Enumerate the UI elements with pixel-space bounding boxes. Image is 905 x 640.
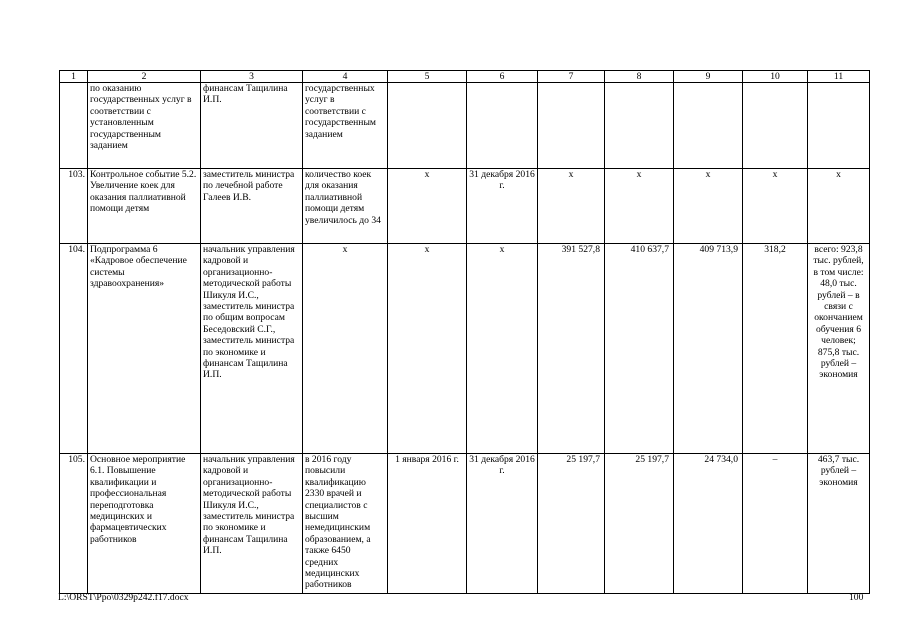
note [808, 83, 870, 169]
value-col10: х [743, 169, 808, 244]
report-table [59, 70, 870, 594]
file-path: L:\ORST\Ppo\0329p242.f17.docx [58, 592, 189, 603]
value-col9: 409 713,9 [674, 244, 743, 454]
expected-result: государственных услуг в соответствии с государственным заданием [303, 83, 388, 169]
column-number: 8 [605, 71, 674, 83]
column-number-row [60, 71, 870, 83]
event-name: по оказанию государственных услуг в соответствии с установленным государственным заданием [88, 83, 201, 169]
value-col8: 25 197,7 [605, 454, 674, 594]
value-col9 [674, 83, 743, 169]
table-row [60, 454, 870, 594]
column-number: 6 [467, 71, 538, 83]
responsible-person: финансам Тащилина И.П. [201, 83, 303, 169]
expected-result: в 2016 году повысили квалификацию 2330 врачей и специалистов с высшим немедицинским образованием, а также 6450 средних медицинских работников [303, 454, 388, 594]
column-number: 11 [808, 71, 870, 83]
column-number: 9 [674, 71, 743, 83]
table-row [60, 169, 870, 244]
value-col9: х [674, 169, 743, 244]
column-number: 2 [88, 71, 201, 83]
row-number: 103. [60, 169, 88, 244]
value-col10: – [743, 454, 808, 594]
column-number: 10 [743, 71, 808, 83]
value-col7 [538, 83, 605, 169]
page-number: 100 [849, 592, 864, 603]
note: всего: 923,8 тыс. рублей, в том числе: 48,0 тыс. рублей – в связи с окончанием обучения 6 человек; 875,8 тыс. рублей – экономия [808, 244, 870, 454]
value-col8: 410 637,7 [605, 244, 674, 454]
table-row [60, 244, 870, 454]
note: х [808, 169, 870, 244]
column-number: 7 [538, 71, 605, 83]
event-name: Основное мероприятие 6.1. Повышение квалификации и профессиональная переподготовка медицинских и фармацевтических работников [88, 454, 201, 594]
value-col10: 318,2 [743, 244, 808, 454]
column-number: 4 [303, 71, 388, 83]
start-date: х [388, 244, 467, 454]
end-date: х [467, 244, 538, 454]
start-date [388, 83, 467, 169]
value-col7: 391 527,8 [538, 244, 605, 454]
end-date: 31 декабря 2016 г. [467, 169, 538, 244]
column-number: 1 [60, 71, 88, 83]
responsible-person: заместитель министра по лечебной работе Галеев И.В. [201, 169, 303, 244]
value-col8: х [605, 169, 674, 244]
value-col9: 24 734,0 [674, 454, 743, 594]
value-col10 [743, 83, 808, 169]
event-name: Подпрограмма 6 «Кадровое обеспечение системы здравоохранения» [88, 244, 201, 454]
end-date [467, 83, 538, 169]
column-number: 3 [201, 71, 303, 83]
expected-result: х [303, 244, 388, 454]
value-col7: 25 197,7 [538, 454, 605, 594]
event-name: Контрольное событие 5.2. Увеличение коек для оказания паллиативной помощи детям [88, 169, 201, 244]
start-date: 1 января 2016 г. [388, 454, 467, 594]
expected-result: количество коек для оказания паллиативной помощи детям увеличилось до 34 [303, 169, 388, 244]
note: 463,7 тыс. рублей – экономия [808, 454, 870, 594]
table-row [60, 83, 870, 169]
value-col7: х [538, 169, 605, 244]
end-date: 31 декабря 2016 г. [467, 454, 538, 594]
value-col8 [605, 83, 674, 169]
start-date: х [388, 169, 467, 244]
row-number [60, 83, 88, 169]
column-number: 5 [388, 71, 467, 83]
row-number: 105. [60, 454, 88, 594]
responsible-person: начальник управления кадровой и организационно-методической работы Шикуля И.С., заместитель министра по общим вопросам Беседовский С.Г., заместитель министра по экономике и финансам Тащилина И.П. [201, 244, 303, 454]
responsible-person: начальник управления кадровой и организационно-методической работы Шикуля И.С., заместитель министра по экономике и финансам Тащилина И.П. [201, 454, 303, 594]
row-number: 104. [60, 244, 88, 454]
